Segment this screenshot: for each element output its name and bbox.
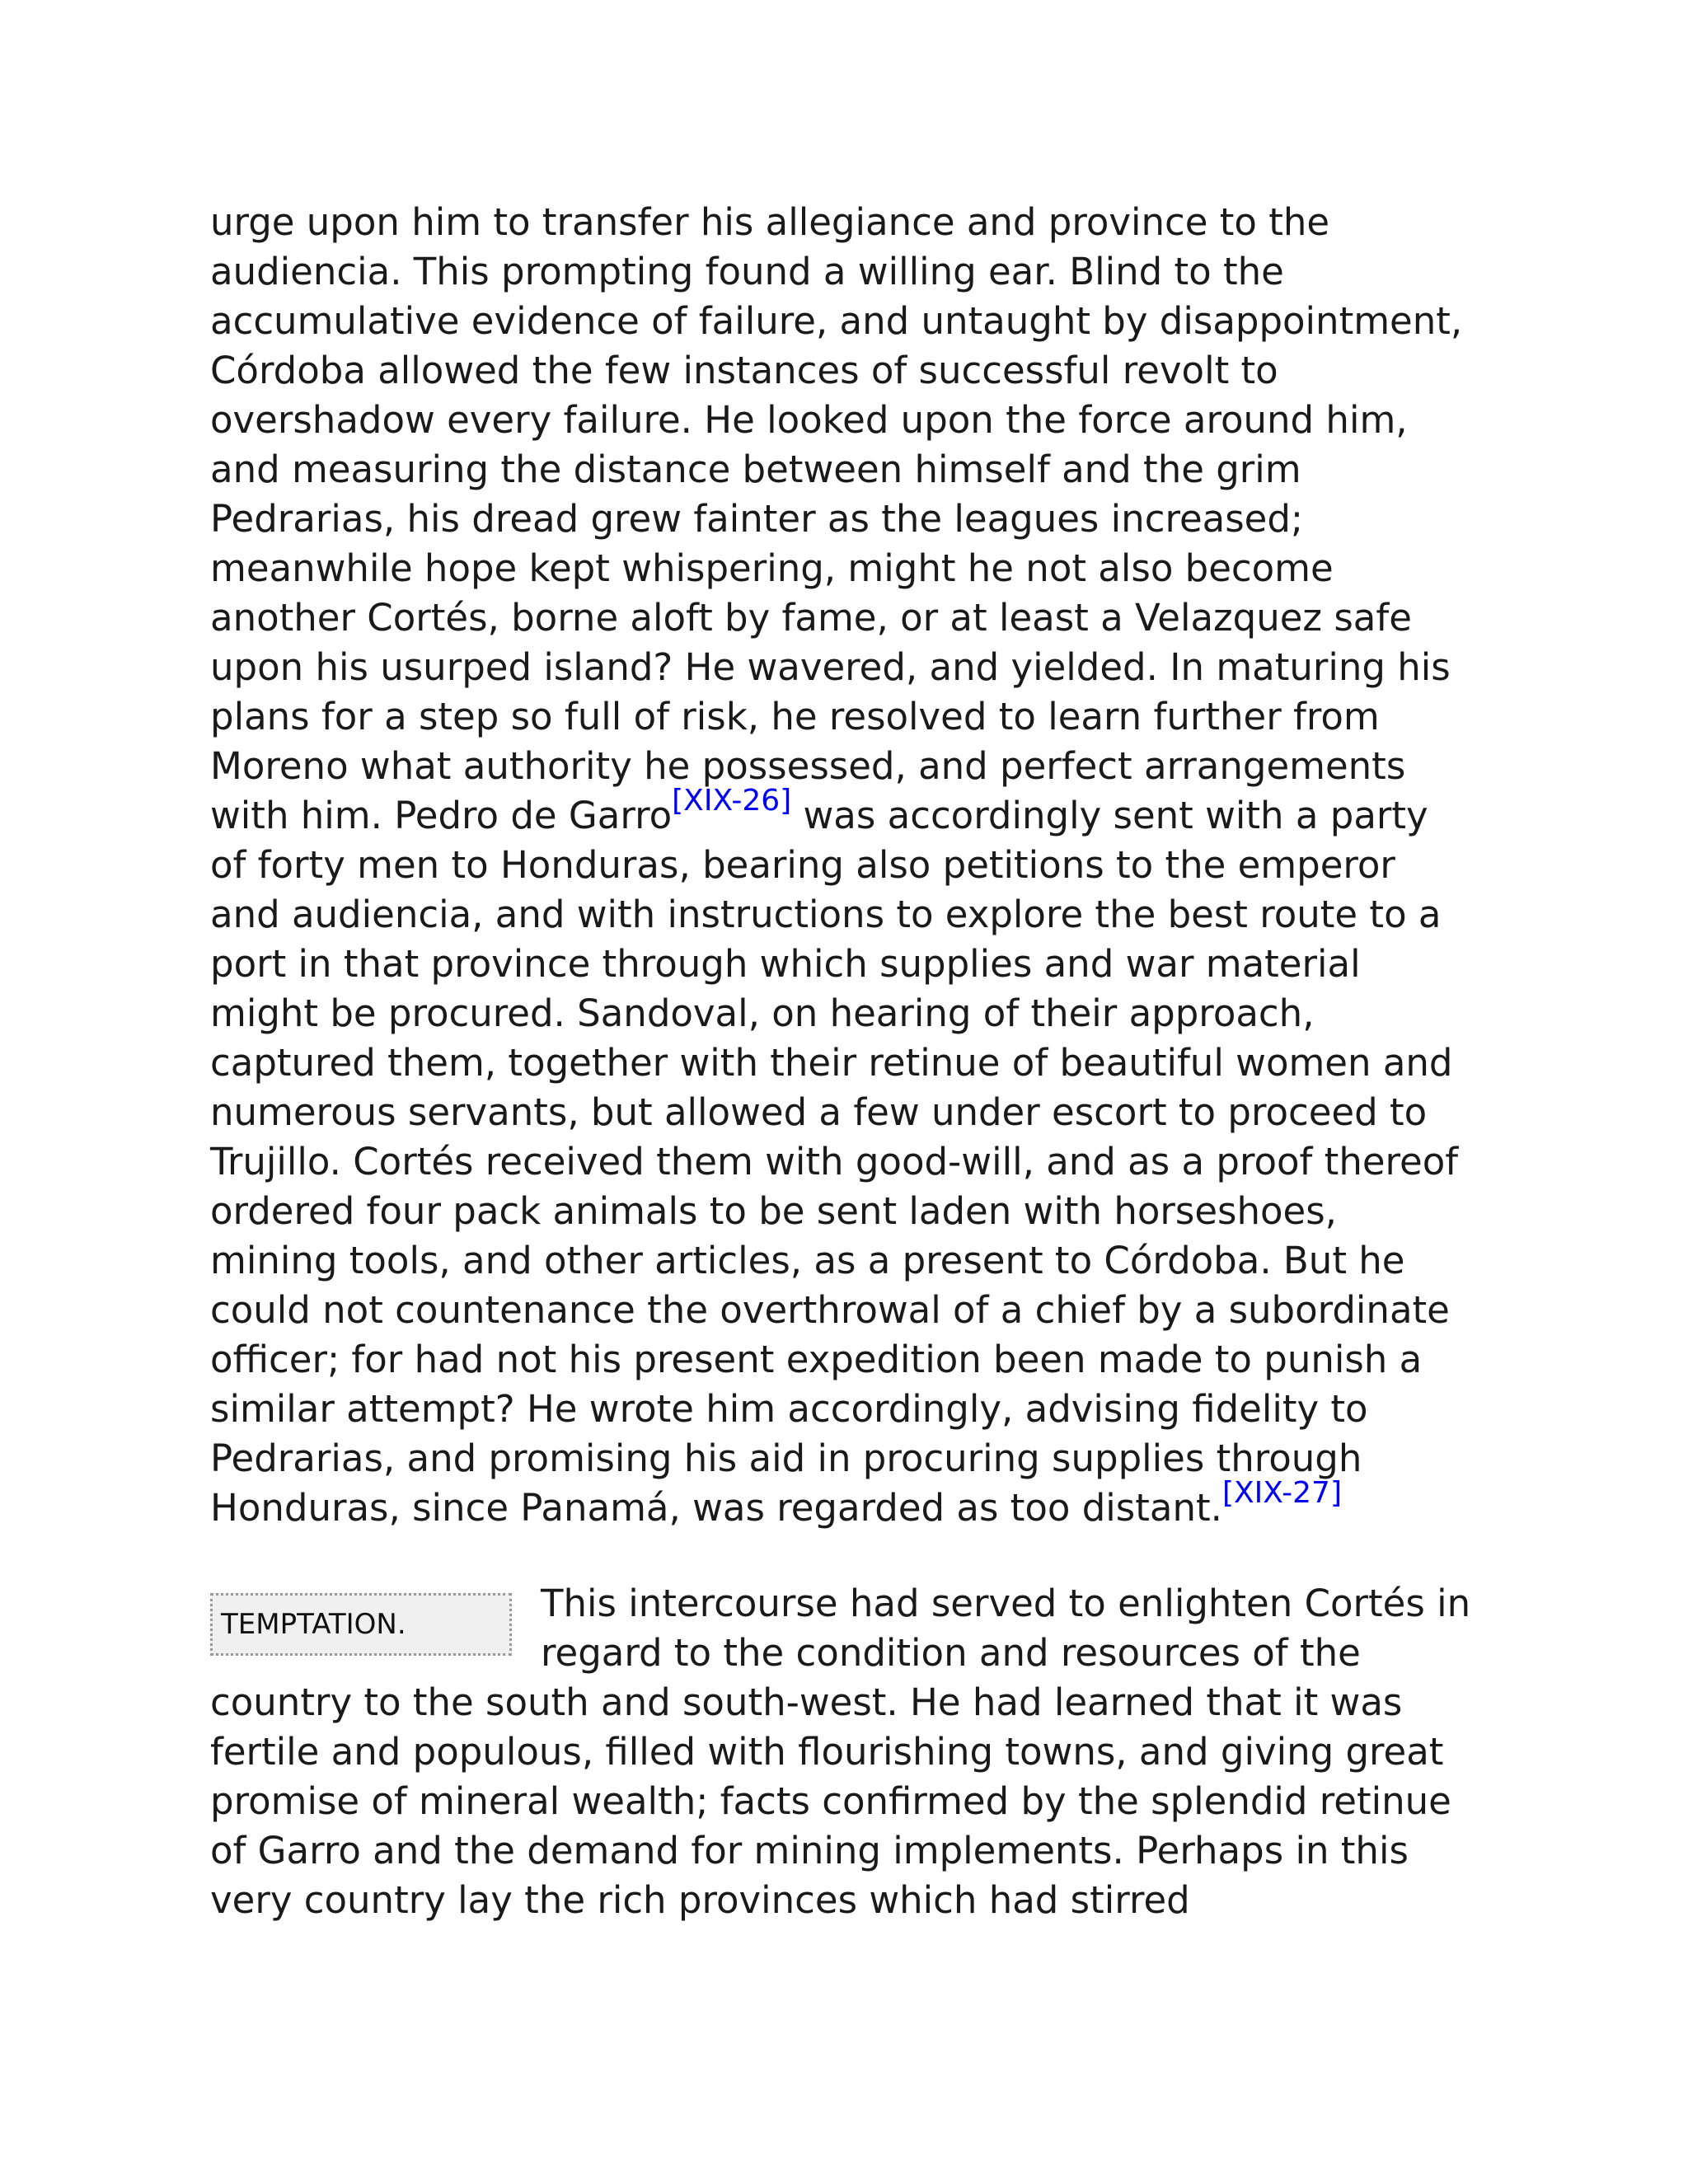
page-body [210,198,1471,1925]
paragraph-1-text-b: was accordingly sent with a party of forty men to Honduras, bearing also petitions to the emperor and audiencia, and with instructions to explore the best route to a port in that province through which supplies and war material might be procured. Sandoval, on hearing of their approach, captured them, together with their retinue of beautiful women and numerous servants, but allowed a few under escort to proceed to Trujillo. Cortés received them with good-will, and as a proof thereof ordered four pack animals to be sent laden with horseshoes, mining tools, and other articles, as a present to Córdoba. But he could not countenance the overthrowal of a chief by a subordinate officer; for had not his present expedition been made to punish a similar attempt? He wrote him accordingly, advising fidelity to Pedrarias, and promising his aid in procuring supplies through Honduras, since Panamá, was regarded as too distant. [210,794,1459,1530]
footnote-link-xix-26[interactable]: [XIX-26] [672,784,792,818]
footnote-link-xix-27[interactable]: [XIX-27] [1221,1476,1342,1510]
paragraph-1-text-a: urge upon him to transfer his allegiance and province to the audiencia. This prompting found a willing ear. Blind to the accumulative evidence of failure, and untaught by disappointment, Córdoba allowed the few instances of successful revolt to overshadow every failure. He looked upon the force around him, and measuring the distance between himself and the grim Pedrarias, his dread grew fainter as the leagues increased; meanwhile hope kept whispering, might he not also become another Cortés, borne aloft by fame, or at least a Velazquez safe upon his usurped island? He wavered, and yielded. In maturing his plans for a step so full of risk, he resolved to learn further from Moreno what authority he possessed, and perfect arrangements with him. Pedro de Garro [210,200,1463,837]
paragraph-1 [210,198,1471,1533]
paragraph-2: This intercourse had served to enlighten Cortés in regard to the condition and resources of the country to the south and south-west. He had learned that it was fertile and populous, filled with flourishing towns, and giving great promise of mineral wealth; facts confirmed by the splendid retinue of Garro and the demand for mining implements. Perhaps in this very country lay the rich provinces which had stirred [210,1582,1471,1922]
sidenote-temptation: TEMPTATION. [210,1593,512,1656]
